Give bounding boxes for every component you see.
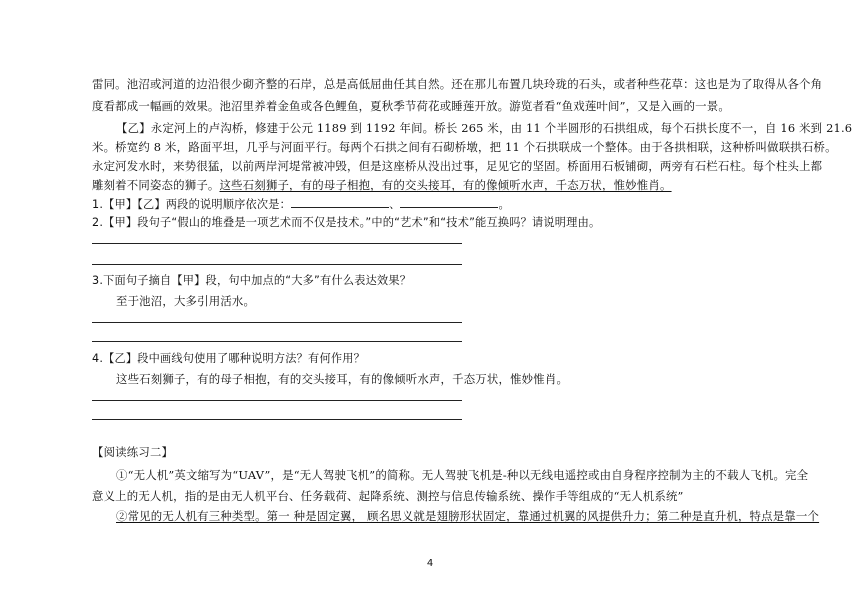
end-mark: 。 <box>498 198 510 211</box>
answer-line[interactable] <box>92 400 462 401</box>
passage-text: 雕刻着不同姿态的狮子。 <box>92 178 220 192</box>
question-1 <box>92 196 772 213</box>
answer-line[interactable] <box>92 243 462 244</box>
answer-line[interactable] <box>92 322 462 323</box>
question-3-quote: 至于池沼，大多引用活水。 <box>116 294 256 308</box>
question-2: 2.【甲】段句子“假山的堆叠是一项艺术而不仅是技术。”中的“艺术”和“技术”能互换吗？请说明理由。 <box>92 216 601 229</box>
answer-line[interactable] <box>92 419 462 420</box>
passage-line: 【乙】永定河上的卢沟桥，修建于公元 1189 到 1192 年间。桥长 265 米，由 11 个半圆形的石拱组成，每个石拱长度不一，自 16 米到 21.6 <box>116 121 853 135</box>
question-3: 3.下面句子摘自【甲】段，句中加点的“大多”有什么表达效果？ <box>92 274 412 287</box>
passage-line: 雷同。池沼或河道的边沿很少砌齐整的石岸，总是高低屈曲任其自然。还在那儿布置几块玲珑的石头，或者种些花草：这也是为了取得从各个角 <box>92 77 823 91</box>
page-number: 4 <box>426 558 434 569</box>
passage-line: ①“无人机”英文缩写为“UAV”，是“无人驾驶飞机”的简称。无人驾驶飞机是-种以无线电遥控或由自身程序控制为主的不载人飞机。完全 <box>116 468 809 482</box>
question-4: 4.【乙】段中画线句使用了哪种说明方法？有何作用？ <box>92 352 365 365</box>
passage-line-underlined: ②常见的无人机有三种类型。第一 种是固定翼， 顾名思义就是翅膀形状固定，靠通过机翼的风提供升力；第二种是直升机，特点是靠一个 <box>116 509 820 523</box>
answer-line[interactable] <box>92 341 462 342</box>
answer-blank-1[interactable] <box>291 196 389 208</box>
underlined-sentence: 这些石刻狮子，有的母子相抱，有的交头接耳，有的像倾听水声，千态万状，惟妙惟肖。 <box>219 178 672 192</box>
passage-line: 米。桥宽约 8 米，路面平坦，几乎与河面平行。每两个石拱之间有石砌桥墩，把 11 个石拱联成一个整体。由于各拱相联，这种桥叫做联拱石桥。 <box>92 140 837 154</box>
passage-line <box>92 177 772 193</box>
answer-blank-2[interactable] <box>400 196 498 208</box>
passage-line: 意义上的无人机，指的是由无人机平台、任务载荷、起降系统、测控与信息传输系统、操作手等组成的“无人机系统” <box>92 489 684 503</box>
separator: 、 <box>389 198 401 211</box>
question-4-quote: 这些石刻狮子，有的母子相抱，有的交头接耳，有的像倾听水声，千态万状，惟妙惟肖。 <box>116 372 569 386</box>
passage-line: 度看都成一幅画的效果。池沼里养着金鱼或各色鲤鱼，夏秋季节荷花或睡莲开放。游览者看“鱼戏莲叶间”，又是入画的一景。 <box>92 99 730 113</box>
answer-line[interactable] <box>92 264 462 265</box>
question-text: 1.【甲】【乙】两段的说明顺序依次是： <box>92 198 292 211</box>
section-heading: 【阅读练习二】 <box>92 445 174 459</box>
passage-line: 永定河发水时，来势很猛，以前两岸河堤常被冲毁，但是这座桥从没出过事，足见它的坚固。桥面用石板铺砌，两旁有石栏石柱。每个柱头上都 <box>92 159 823 173</box>
